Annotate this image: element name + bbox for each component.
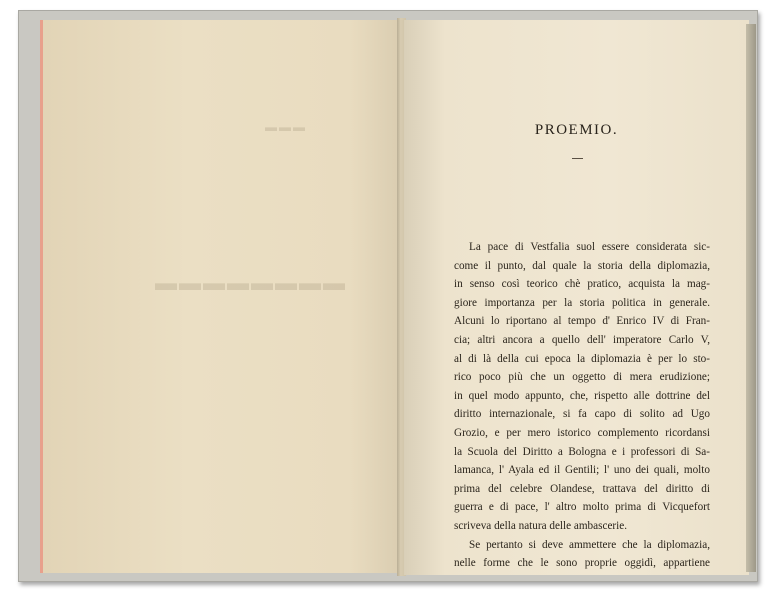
text-line: diritto internazionale, si fa capo di solito ad Ugo [454,408,710,421]
text-line: giore importanza per la storia politica in generale. [454,296,710,309]
text-line: come il punto, dal quale la storia della diplomazia, [454,259,710,272]
text-line: al di là della cui epoca la diplomazia è per lo sto- [454,352,710,365]
bleed-through-mark: ▬▬▬ [263,120,305,134]
body-text [454,238,710,573]
text-line: in senso così teorico chè pratico, acquista la mag- [454,278,710,291]
open-book [18,10,758,582]
text-line: guerra e di pace, l' altro molto prima di Vicquefort [454,501,710,514]
text-line: Se pertanto si deve ammettere che la diplomazia, [469,538,710,551]
text-line: nelle forme che le sono proprie oggidì, appartiene [454,557,710,570]
text-line: la Scuola del Diritto a Bologna e i professori di Sa- [454,445,710,458]
text-line: cia; altri ancora a quello dell' imperatore Carlo V, [454,333,710,346]
bleed-through-title: ▬▬▬▬▬▬▬▬ [153,270,345,295]
text-line: La pace di Vestfalia suol essere considerata sic- [469,241,710,253]
left-page [40,20,403,573]
text-line: in quel modo appunto, che, rispetto alle dottrine del [454,389,710,402]
page-edge-shadow [746,24,756,572]
heading-separator [572,158,583,159]
text-line: prima del celebre Olandese, trattava del diritto di [454,482,710,495]
text-line: Alcuni lo riportano al tempo d' Enrico IV di Fran- [454,315,710,328]
text-line: scriveva della natura delle ambascerie. [454,519,628,532]
text-line: rico poco più che un oggetto di mera erudizione; [454,371,710,384]
page-heading: PROEMIO. [534,122,619,138]
text-line: Grozio, e per mero istorico complemento ricordansi [454,426,710,439]
right-page [404,20,749,575]
text-line: lamanca, l' Ayala ed il Gentili; l' uno dei quali, molto [454,464,710,477]
